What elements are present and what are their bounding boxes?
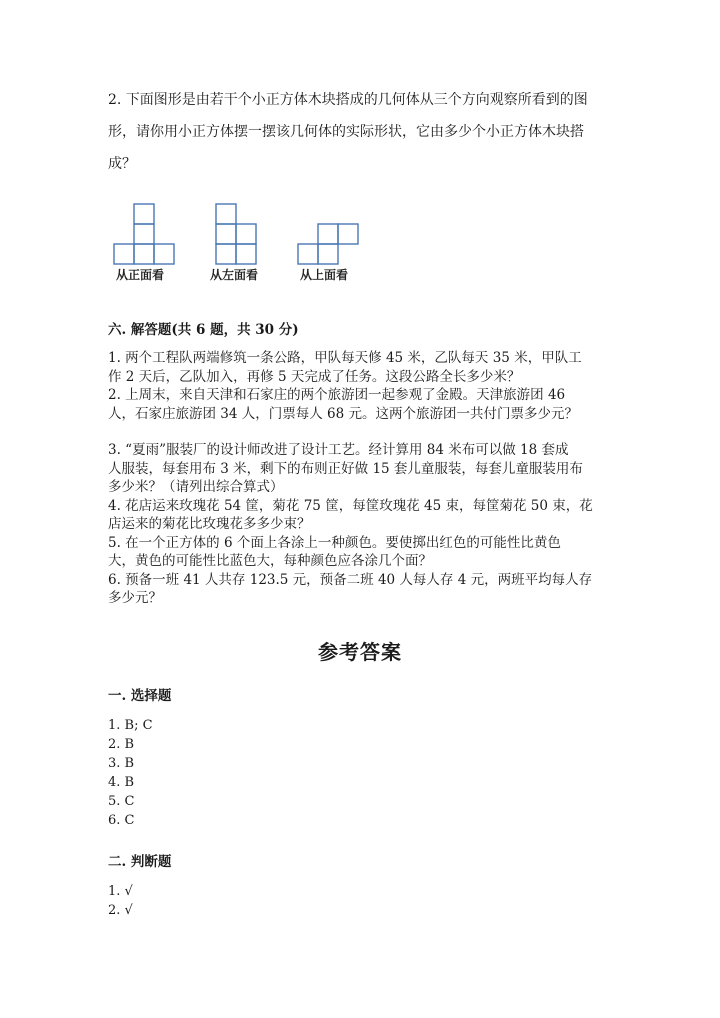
question-line: 人，石家庄旅游团 34 人，门票每人 68 元。这两个旅游团一共付门票多少元？	[108, 405, 579, 422]
question-2	[108, 84, 608, 180]
question-line: 大，黄色的可能性比蓝色大，每种颜色应各涂几个面？	[108, 553, 432, 569]
answer-item: 4. B	[108, 775, 135, 790]
question-line: 人服装，每套用布 3 米，剩下的布则正好做 15 套儿童服装，每套儿童服装用布	[108, 460, 583, 477]
question-line: 3. “夏雨”服装厂的设计师改进了设计工艺。经计算用 84 米布可以做 18 套成	[108, 442, 569, 458]
question-line: 店运来的菊花比玫瑰花多多少束？	[108, 516, 311, 532]
cube-views-drawing	[108, 196, 368, 266]
question-line: 1. 两个工程队两端修筑一条公路，甲队每天修 45 米，乙队每天 35 米，甲队工	[108, 350, 582, 366]
question-line: 4. 花店运来玫瑰花 54 筐，菊花 75 筐，每筐玫瑰花 45 束，每筐菊花 50 束，花	[108, 497, 593, 514]
question-line: 多少元？	[108, 590, 162, 606]
answer-item: 3. B	[108, 756, 135, 771]
front-view-caption: 从正面看	[116, 268, 165, 282]
answer-item: 2. √	[108, 903, 133, 918]
question-line: 2. 上周末，来自天津和石家庄的两个旅游团一起参观了金殿。天津旅游团 46	[108, 387, 566, 403]
three-views-figure	[108, 196, 368, 286]
judge-section-title: 二. 判断题	[108, 854, 172, 870]
section-6-questions	[108, 349, 608, 608]
question-2-line: 成？	[108, 156, 136, 172]
question-line: 多少米？（请列出综合算式）	[108, 479, 284, 495]
question-line: 作 2 天后，乙队加入，再修 5 天完成了任务。这段公路全长多少米？	[108, 368, 521, 385]
answer-item: 1. √	[108, 884, 133, 899]
answer-item: 2. B	[108, 737, 135, 752]
left-view-caption: 从左面看	[210, 268, 259, 282]
question-2-line: 形，请你用小正方体摆一摆该几何体的实际形状，它由多少个小正方体木块搭	[108, 124, 584, 140]
question-line: 5. 在一个正方体的 6 个面上各涂上一种颜色。要使掷出红色的可能性比黄色	[108, 534, 561, 551]
section-6-title: 六. 解答题(共 6 题，共 30 分)	[108, 322, 299, 338]
front-view-shape	[114, 204, 174, 264]
choice-section-title: 一. 选择题	[108, 688, 172, 704]
answer-item: 1. B; C	[108, 718, 153, 733]
question-2-line: 2. 下面图形是由若干个小正方体木块搭成的几何体从三个方向观察所看到的图	[108, 92, 588, 108]
judge-answer-list	[108, 882, 133, 920]
choice-answer-list	[108, 716, 153, 830]
left-view-shape	[216, 204, 256, 264]
answer-item: 6. C	[108, 813, 135, 828]
top-view-caption: 从上面看	[300, 268, 349, 282]
answer-item: 5. C	[108, 794, 135, 809]
answers-title: 参考答案	[318, 640, 402, 664]
question-line: 6. 预备一班 41 人共存 123.5 元，预备二班 40 人每人存 4 元，两班平均每人存	[108, 571, 593, 588]
top-view-shape	[298, 224, 358, 264]
